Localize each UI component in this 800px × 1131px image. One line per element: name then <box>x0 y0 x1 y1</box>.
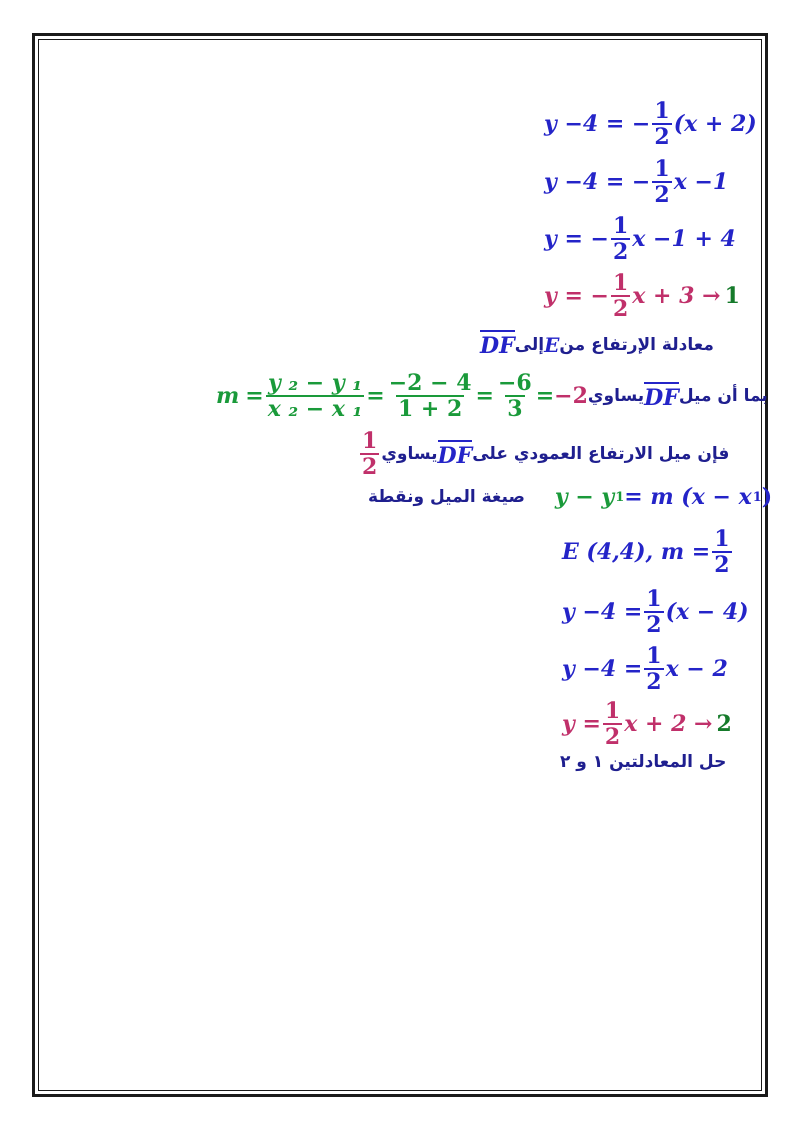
equation-line-4: y = − $\frac{1}{2}$ x + 3 → 1 <box>544 270 740 322</box>
equation2-line-1: y −4 = $\frac{1}{2}$ (x − 4) <box>562 586 749 638</box>
equation-line-3: y = − $\frac{1}{2}$ x −1 + 4 <box>544 213 736 265</box>
perpendicular-slope-line: $\frac{1}{2}$ يساوي DF فإن ميل الارتفاع العمودي على <box>362 428 730 480</box>
equation-tag-1: 1 <box>724 283 740 309</box>
fraction: $\frac{1}{2}$ <box>654 98 670 150</box>
segment-df: DF <box>438 440 473 469</box>
given-point-slope: E (4,4), m = $\frac{1}{2}$ <box>562 526 730 578</box>
fraction: $\frac{1}{2}$ <box>646 586 662 638</box>
equation2-line-2: y −4 = $\frac{1}{2}$ x − 2 <box>562 643 728 695</box>
fraction: $\frac{1}{2}$ <box>714 526 730 578</box>
slope-result: −2 <box>554 383 588 409</box>
slope-simplified-fraction: $\frac{-6}{3}$ <box>497 370 532 422</box>
point-e: E <box>544 332 560 357</box>
fraction: $\frac{1}{2}$ <box>612 213 629 265</box>
solve-equations-text: حل المعادلتين ١ و ٢ <box>560 752 727 772</box>
fraction: $\frac{1}{2}$ <box>604 698 621 750</box>
fraction: $\frac{1}{2}$ <box>612 270 629 322</box>
segment-df: DF <box>644 382 679 411</box>
altitude-heading: DF إلى E معادلة الإرتفاع من <box>480 330 714 359</box>
equation-tag-2: 2 <box>716 711 732 737</box>
equation-line-2: y −4 = − $\frac{1}{2}$ x −1 <box>544 156 729 208</box>
equation-line-1: y −4 = − $\frac{1}{2}$ (x + 2) <box>544 98 757 150</box>
slope-line: m = $\frac{\text{y ₂ − y ₁}}{\text{x ₂ − x ₁}}$ = $\frac{-2 - 4}{1 + 2}$ = $\frac{-6}{3}$ = −2 يساوي DF بما أن ميل <box>216 370 768 422</box>
fraction: $\frac{1}{2}$ <box>654 156 670 208</box>
segment-df: DF <box>480 330 515 359</box>
point-slope-formula: صيغة الميل ونقطة y − y 1 = m (x − x 1 ) <box>368 484 773 510</box>
fraction: $\frac{1}{2}$ <box>362 428 378 480</box>
slope-formula-fraction: $\frac{\text{y ₂ − y ₁}}{\text{x ₂ − x ₁}}$ <box>267 370 363 422</box>
slope-values-fraction: $\frac{-2 - 4}{1 + 2}$ <box>388 370 472 422</box>
equation2-line-3: y = $\frac{1}{2}$ x + 2 → 2 <box>562 698 732 750</box>
fraction: $\frac{1}{2}$ <box>646 643 662 695</box>
